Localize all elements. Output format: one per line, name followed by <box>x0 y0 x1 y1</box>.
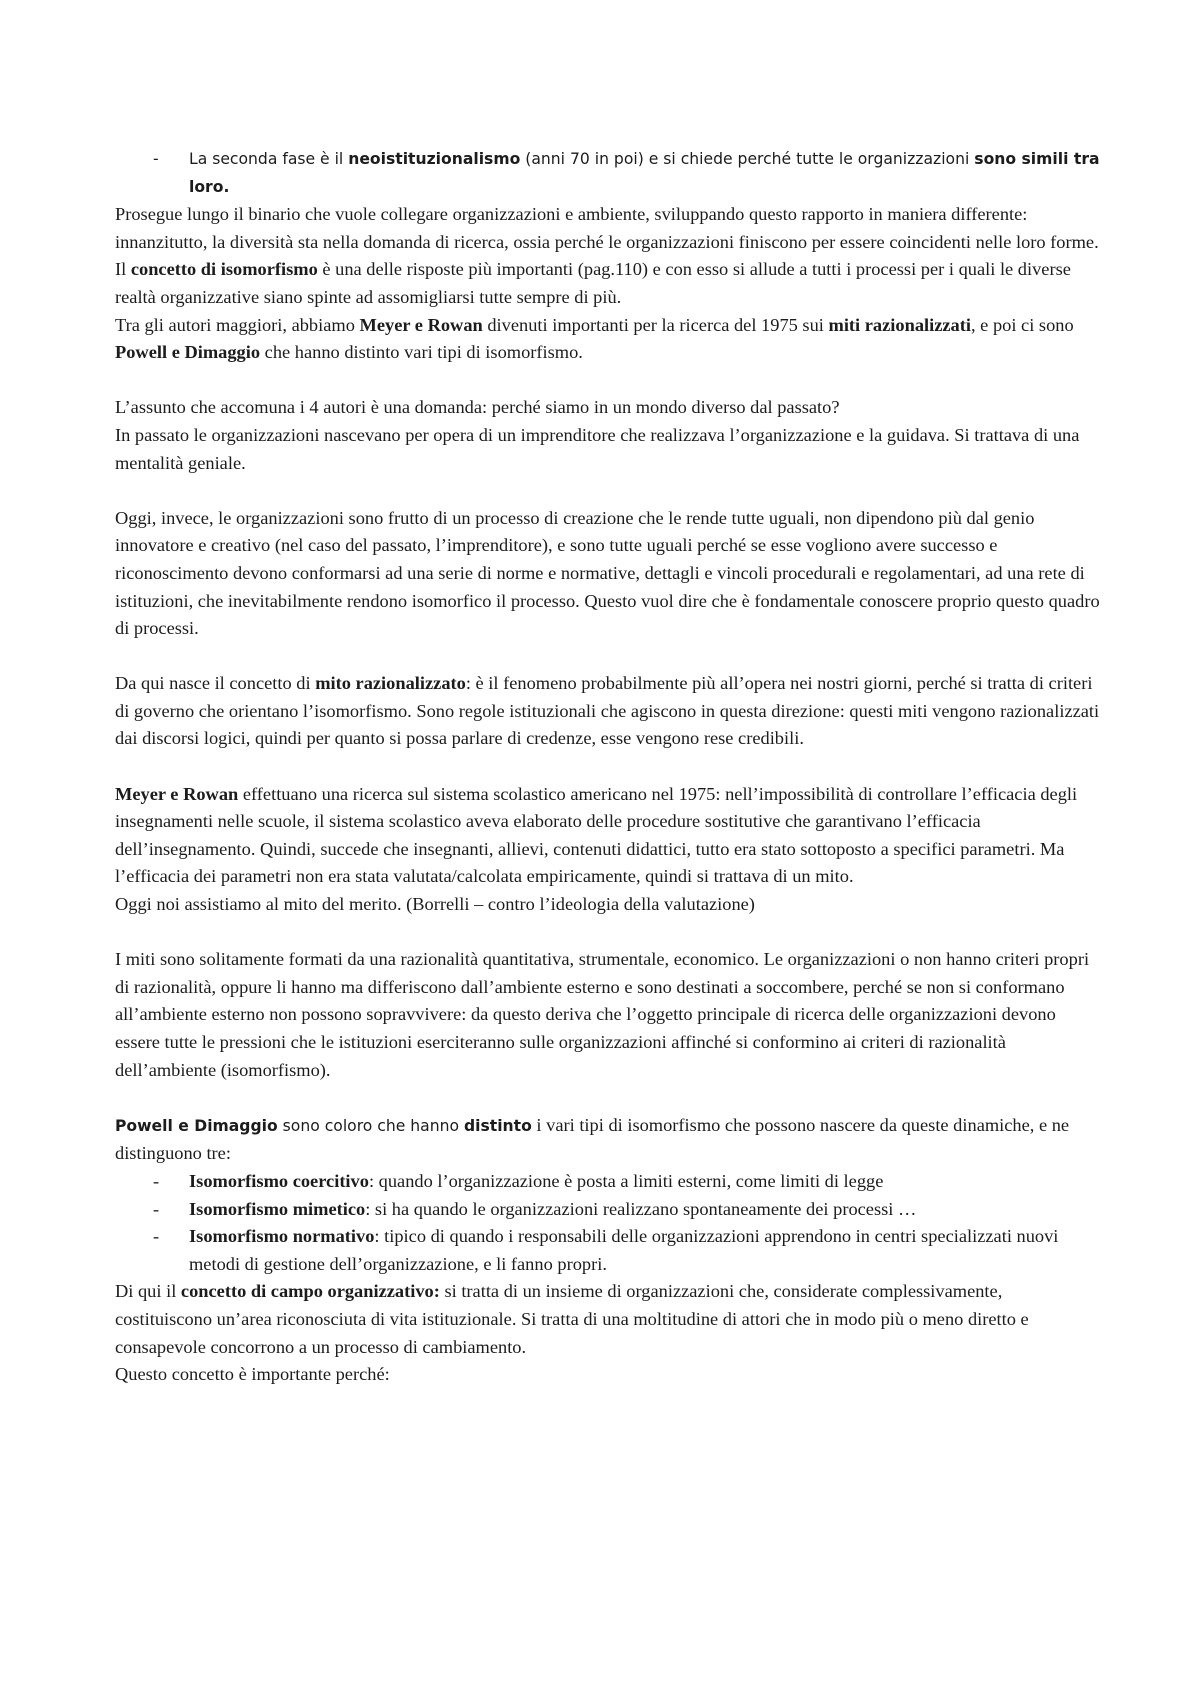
list-item: - Isomorfismo mimetico: si ha quando le organizzazioni realizzano spontaneamente dei processi … <box>115 1196 1100 1224</box>
bold-term: concetto di isomorfismo <box>130 259 318 280</box>
list-item: - Isomorfismo normativo: tipico di quando i responsabili delle organizzazioni apprendono in centri specializzati nuovi metodi di gestione dell’organizzazione, e li fanno propri. <box>115 1223 1100 1278</box>
blank-line <box>115 1084 1100 1112</box>
list-item: - La seconda fase è il neoistituzionalismo (anni 70 in poi) e si chiede perché tutte le organizzazioni sono simili tra loro. <box>115 146 1100 201</box>
paragraph: Oggi noi assistiamo al mito del merito. (Borrelli – contro l’ideologia della valutazione) <box>115 894 755 915</box>
list-dash: - <box>153 1170 160 1191</box>
blank-line <box>115 367 1100 395</box>
paragraph: Powell e Dimaggio sono coloro che hanno distinto i vari tipi di isomorfismo che possono nascere da queste dinamiche, e ne distinguono tre: <box>115 1114 1070 1164</box>
bold-term: distinto <box>463 1116 532 1135</box>
bold-term: Meyer e Rowan <box>359 314 483 335</box>
bold-term: sono simili tra loro. <box>189 150 1100 196</box>
paragraph: Meyer e Rowan effettuano una ricerca sul sistema scolastico americano nel 1975: nell’impossibilità di controllare l’efficacia degli insegnamenti nelle scuole, il sistema scolastico aveva elaborato delle procedure sostitutive che garantivano l’efficacia dell’insegnamento. Quindi, succede che insegnanti, allievi, contenuti didattici, tutto era stato sottoposto a specifici parametri. Ma l’efficacia dei parametri non era stata valutata/calcolata empiricamente, quindi si trattava di un mito. <box>115 783 1078 887</box>
bold-term: Isomorfismo mimetico <box>189 1198 366 1219</box>
paragraph: Tra gli autori maggiori, abbiamo Meyer e Rowan divenuti importanti per la ricerca del 1975 sui miti razionalizzati, e poi ci sono Powell e Dimaggio che hanno distinto vari tipi di isomorfismo. <box>115 314 1074 363</box>
paragraph: Di qui il concetto di campo organizzativo: si tratta di un insieme di organizzazioni che, considerate complessivamente, costituiscono un’area riconosciuta di vita istituzionale. Si tratta di una moltitudine di attori che in modo più o meno diretto e consapevole concorrono a un processo di cambiamento. <box>115 1281 1029 1357</box>
document-page <box>115 146 1100 1389</box>
list-item: - Isomorfismo coercitivo: quando l’organizzazione è posta a limiti esterni, come limiti di legge <box>115 1168 1100 1196</box>
bold-term: mito razionalizzato <box>315 673 466 694</box>
paragraph: L’assunto che accomuna i 4 autori è una domanda: perché siamo in un mondo diverso dal passato? <box>115 397 840 418</box>
paragraph: Da qui nasce il concetto di mito razionalizzato: è il fenomeno probabilmente più all’opera nei nostri giorni, perché si tratta di criteri di governo che orientano l’isomorfismo. Sono regole istituzionali che agiscono in questa direzione: questi miti vengono razionalizzati dai discorsi logici, quindi per quanto si possa parlare di credenze, esse vengono rese credibili. <box>115 673 1100 749</box>
list-dash: - <box>153 1198 160 1219</box>
paragraph: In passato le organizzazioni nascevano per opera di un imprenditore che realizzava l’organizzazione e la guidava. Si trattava di una mentalità geniale. <box>115 424 1080 473</box>
paragraph: Questo concetto è importante perché: <box>115 1364 390 1385</box>
bold-term: Isomorfismo coercitivo <box>189 1170 369 1191</box>
paragraph: Prosegue lungo il binario che vuole collegare organizzazioni e ambiente, sviluppando questo rapporto in maniera differente: innanzitutto, la diversità sta nella domanda di ricerca, ossia perché le organizzazioni finiscono per essere coincidenti nelle loro forme. <box>115 204 1099 252</box>
blank-line <box>115 477 1100 505</box>
blank-line <box>115 919 1100 947</box>
blank-line <box>115 753 1100 781</box>
bold-term: concetto di campo organizzativo: <box>180 1281 440 1302</box>
list-dash: - <box>153 1226 160 1247</box>
bold-term: Powell e Dimaggio <box>115 342 261 363</box>
bold-term: Isomorfismo normativo <box>189 1226 375 1247</box>
blank-line <box>115 643 1100 671</box>
bold-term: Meyer e Rowan <box>115 783 239 804</box>
bold-term: neoistituzionalismo <box>348 150 521 168</box>
paragraph: Il concetto di isomorfismo è una delle risposte più importanti (pag.110) e con esso si allude a tutti i processi per i quali le diverse realtà organizzative siano spinte ad assomigliarsi tutte sempre di più. <box>115 259 1071 307</box>
list-dash: - <box>153 150 159 168</box>
bold-term: Powell e Dimaggio <box>115 1116 278 1135</box>
paragraph: Oggi, invece, le organizzazioni sono frutto di un processo di creazione che le rende tutte uguali, non dipendono più dal genio innovatore e creativo (nel caso del passato, l’imprenditore), e sono tutte uguali perché se esse vogliono avere successo e riconoscimento devono conformarsi ad una serie di norme e normative, dettagli e vincoli procedurali e regolamentari, ad una rete di istituzioni, che inevitabilmente rendono isomorfico il processo. Questo vuol dire che è fondamentale conoscere proprio questo quadro di processi. <box>115 507 1100 639</box>
paragraph: I miti sono solitamente formati da una razionalità quantitativa, strumentale, economico. Le organizzazioni o non hanno criteri propri di razionalità, oppure li hanno ma differiscono dall’ambiente esterno e sono destinati a soccombere, perché se non si conformano all’ambiente esterno non possono sopravvivere: da questo deriva che l’oggetto principale di ricerca delle organizzazioni devono essere tutte le pressioni che le istituzioni eserciteranno sulle organizzazioni affinché si conformino ai criteri di razionalità dell’ambiente (isomorfismo). <box>115 949 1090 1080</box>
bold-term: miti razionalizzati <box>828 314 971 335</box>
